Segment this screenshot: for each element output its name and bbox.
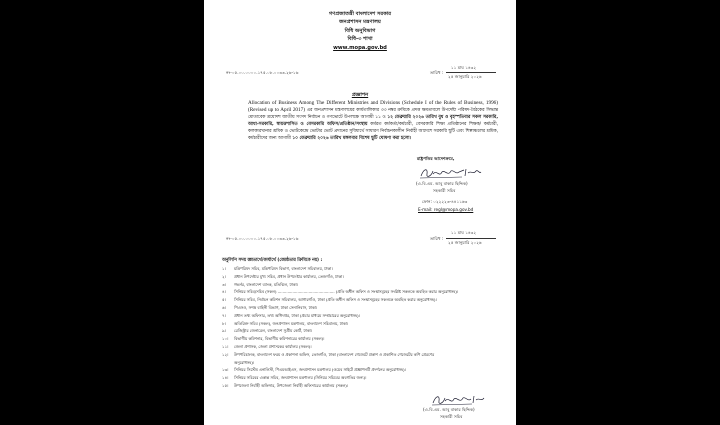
distribution-item <box>222 281 502 289</box>
distribution-item-number: ১০। <box>222 336 229 342</box>
notice-title: প্রজ্ঞাপন <box>351 92 369 98</box>
distribution-item-number: ৮। <box>222 320 226 326</box>
body-line: এর জনপ্রশাসন মন্ত্রণালয়ের কার্যতালিকার ৩৩ নম্বর ক্রমিকে <box>306 108 410 113</box>
distribution-item-text: সিনিয়র সচিব/সচিব (সকল) .............................................. (প্রতি অধীন অফিস ও সংস্থাসমূহের সংশ্লিষ্ট সকলকে অবহিত করার অনুরোধসহ)। <box>234 289 459 295</box>
memo-number: নং-০৫.০০.০০০০.১৭৫.০৮.০০৩৩.২৬-১৬ <box>226 70 299 75</box>
document-page <box>204 0 516 425</box>
date-divider <box>446 72 496 73</box>
distribution-item-number <box>222 359 234 367</box>
distribution-item-text: রেজিস্ট্রার জেনারেল, বাংলাদেশ সুপ্রীম কোর্ট, ঢাকা। <box>234 328 313 334</box>
distribution-item-number: ১১। <box>222 343 229 349</box>
date-gregorian-2: ২৫ জানুয়ারি ২০২৬ <box>448 240 482 245</box>
date-divider-2 <box>446 238 496 239</box>
date-label-2: তারিখ : <box>430 236 444 241</box>
distribution-item-number: ৫। <box>222 297 226 303</box>
distribution-item <box>222 304 502 312</box>
distribution-item-number: ১। <box>222 266 226 271</box>
distribution-item <box>222 288 502 296</box>
distribution-item <box>222 273 502 281</box>
distribution-title: অনুলিপি সদয় জ্ঞাতার্থে/কার্যার্থে (জ্যেষ্ঠতার ক্রিমিকে নয়) : <box>222 258 323 263</box>
distribution-item <box>222 382 502 390</box>
body-line: ১২ ফেব্রুয়ারি ২০২৬ তারিখ বুধ ও বৃহস্পতিবার সকল সরকারি, আধা-সরকারি, স্বায়ত্তশাসিত ও বেসরকারি অফিস/প্রতিষ্ঠান/সংস্থায় <box>248 115 498 127</box>
signature-image <box>418 165 482 181</box>
govt-name: গণপ্রজাতন্ত্রী বাংলাদেশ সরকার <box>328 11 392 17</box>
distribution-item-text: জেলা প্রশাসক, জেলা প্রশাসকের কার্যালয় (সকল)। <box>234 343 312 349</box>
distribution-item-text: পিএসও, সশস্ত্র বাহিনী বিভাগ, ঢাকা সেনানিবাস, ঢাকা। <box>234 304 318 310</box>
body-line: প্রদত্ত ক্ষমতাবলে উপদেষ্টা পরিষদ-বৈঠকের সিদ্ধান্ত মোতাবেক ত্রয়োদশ জাতীয় সংসদ নির্বাচন ও গণভোটে উপলক্ষে আগামী ১১ ও <box>248 108 498 120</box>
distribution-item <box>222 359 502 367</box>
distribution-item <box>222 343 502 351</box>
distribution-item-text: উপজেলা নির্বাহী অফিসার, উপজেলা নির্বাহী অফিসারের কার্যালয় (সকল)। <box>234 382 349 388</box>
distribution-item-number: ৬। <box>222 304 226 310</box>
body-line: ১০ ফেব্রুয়ারি ২০২৬ তারিখ মঙ্গলবার বিশেষ ছুটি ঘোষণা করা হলো। <box>292 136 412 141</box>
distribution-item <box>222 366 502 374</box>
distribution-item <box>222 374 502 382</box>
rules-reference: Allocation of Business Among The Different Ministries and Divisions (Schedule I of the Rules of Business, 1996) (Revised up to April 2017) <box>248 100 498 113</box>
distribution-item-text: অনুরোধসহ)। <box>234 359 255 365</box>
distribution-item <box>222 320 502 328</box>
distribution-item-text: সিনিয়র সচিব, নির্বাচন কমিশন সচিবালয়, আগারগাঁও, ঢাকা (প্রতি অধীন অফিস ও সংস্থাসমূহের সকলকে অবহিত করার অনুরোধসহ)। <box>234 297 437 303</box>
date-label: তারিখ : <box>430 70 444 75</box>
distribution-item-text: অতিরিক্ত সচিব (সকল), জনপ্রশাসন মন্ত্রণালয়, বাংলাদেশ সচিবালয়, ঢাকা। <box>234 320 349 326</box>
ministry-name: জনপ্রশাসন মন্ত্রণালয় <box>339 19 381 25</box>
signatory-designation-2: সহকারী সচিব <box>440 414 463 419</box>
distribution-item-number: ১৪। <box>222 375 229 381</box>
distribution-item-text: গভর্নর, বাংলাদেশ ব্যাংক, মতিঝিল, ঢাকা। <box>234 281 299 287</box>
signatory-email[interactable]: E-mail: regl@mopa.gov.bd <box>418 207 474 212</box>
distribution-item-number: ৩। <box>222 281 226 287</box>
distribution-item-number: ৪। <box>222 289 226 295</box>
distribution-list <box>222 265 502 390</box>
memo-number-2: নং-০৫.০০.০০০০.১৭৫.০৮.০০৩৩.২৬-১৬ <box>226 236 299 241</box>
distribution-item <box>222 335 502 343</box>
date-gregorian: ২৫ জানুয়ারি ২০২৬ <box>448 74 482 79</box>
distribution-item <box>222 351 502 359</box>
date-bangla: ১১ মাঘ ১৪৩২ <box>451 65 477 70</box>
distribution-item-number: ১৫। <box>222 382 229 388</box>
body-line: কর্মরত কর্মকর্তা/কর্মচারী, বেসরকারি শিক্ষা প্রতিষ্ঠানের শিক্ষক/ কর্মচারী, কলকারখানার শ্রমিক ও ভোটকেন্দ্রে ভোটার <box>248 122 498 134</box>
distribution-item-text: সিনিয়র সচিবের একান্ত সচিব, জনপ্রশাসন মন্ত্রণালয় (সিনিয়র সচিবের অবগতির জন্য)। <box>234 375 367 381</box>
distribution-item-number: ১৩। <box>222 367 229 373</box>
distribution-item-text: মন্ত্রিপরিষদ সচিব, মন্ত্রিপরিষদ বিভাগ, বাংলাদেশ সচিবালয়, ঢাকা। <box>234 266 333 271</box>
distribution-item-number: ২। <box>222 273 226 279</box>
distribution-item <box>222 312 502 320</box>
distribution-item-text: সিনিয়র সিস্টেম এনালিস্ট, পিএমআইএস, জনপ্রশাসন মন্ত্রণালয় (ওয়েব সাইটে প্রজ্ঞাপনটি প্রদর্শনের অনুরোধসহ)। <box>234 367 407 373</box>
distribution-item-number: ৯। <box>222 328 226 334</box>
notice-body <box>248 100 498 142</box>
signatory-designation: সহকারী সচিব <box>433 188 456 193</box>
website-link[interactable]: www.mopa.gov.bd <box>333 45 387 51</box>
signatory-name: (এ.বি.এম. আবু বাকার ছিদ্দিক) <box>416 181 468 186</box>
body-line: ভোট প্রদানের সুবিধার্থে সাধারণ নির্বাচনকালীন নির্বাহী আদেশে সরকারি ছুটি এবং শিল্পাঞ্চলের শ্রমিক, কর্মচারীদের জন্য আগামী <box>248 129 498 141</box>
distribution-item <box>222 327 502 335</box>
distribution-item-text: প্রধান উপদেষ্টার মুখ্য সচিব, প্রধান উপদেষ্টার কার্যালয়, তেজগাঁও, ঢাকা। <box>234 273 344 279</box>
presidential-order: রাষ্ট্রপতির আদেশক্রমে, <box>417 156 455 161</box>
section-name: বিধি-৩ শাখা <box>347 36 373 42</box>
division-name: বিধি অনুবিভাগ <box>344 28 376 34</box>
distribution-item-text: উপপরিচালক, বাংলাদেশ ফরম ও প্রকাশনা অফিস, তেজগাঁও, ঢাকা (বাংলাদেশ গেজেটে প্রকাশ ও প্রকাশিত গেজেটের কপি প্রেরণের <box>234 351 435 357</box>
date-bangla-2: ১১ মাঘ ১৪৩২ <box>451 230 477 235</box>
distribution-item-text: প্রধান তথ্য অফিসার, তথ্য অধিদপ্তর, ঢাকা (প্রচার মাধ্যমে সম্প্রচারের অনুরোধসহ)। <box>234 312 361 318</box>
distribution-item-number: ১২। <box>222 351 229 357</box>
signature-image-2 <box>430 392 486 408</box>
signatory-name-2: (এ.বি.এম. আবু বাকার ছিদ্দিক) <box>423 407 475 412</box>
distribution-item <box>222 296 502 304</box>
distribution-item-number: ৭। <box>222 312 226 318</box>
distribution-item <box>222 265 502 273</box>
distribution-item-text: বিভাগীয় কমিশনার, বিভাগীয় কমিশনারের কার্যালয় (সকল)। <box>234 336 325 342</box>
signatory-phone: ফোন: ০২২২২৩-৪৪১১৬৩ <box>422 199 468 204</box>
